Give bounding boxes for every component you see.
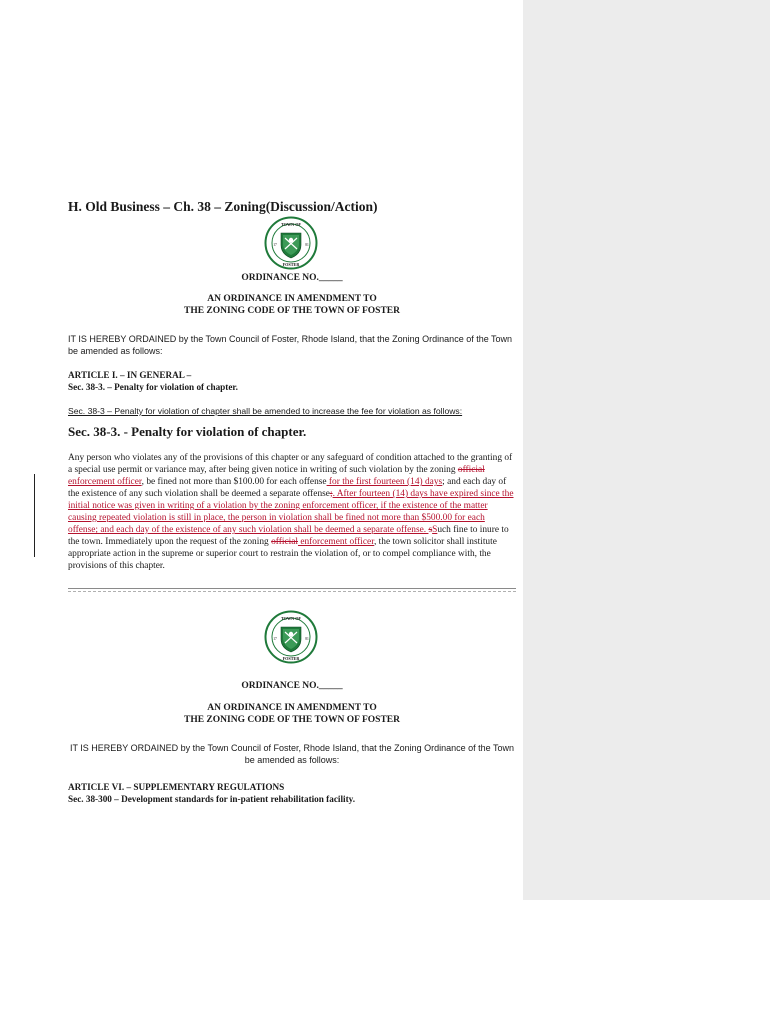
section-heading: Sec. 38-300 – Development standards for in-patient rehabilitation facility.	[68, 794, 356, 804]
para-text-5: , the town solicitor shall institute appropriate action in the supreme or superior court to restrain the violation of, or to compel compliance with, the provisions of this chapter.	[68, 537, 497, 571]
deleted-text: s	[428, 525, 433, 535]
inserted-text: enforcement officer	[297, 537, 374, 547]
seal-top-text: TOWN OF	[280, 616, 302, 621]
section-divider	[68, 588, 516, 589]
section-divider-dashed	[68, 591, 516, 592]
change-bar	[34, 474, 35, 557]
agenda-heading: H. Old Business – Ch. 38 – Zoning(Discussion/Action)	[68, 199, 378, 214]
para-text-1: Any person who violates any of the provisions of this chapter or any safeguard of condition attached to the granting of a special use permit or variance may, after being given notice in writing of such violation by the zoning	[68, 453, 513, 475]
seal-bottom-text: FOSTER	[282, 262, 300, 267]
ordinance-number: ORDINANCE NO._____	[241, 681, 343, 691]
penalty-paragraph	[68, 452, 516, 572]
para-text-3: ; and each day of the existence of any such violation shall be deemed a separate offense	[68, 477, 507, 499]
para-text-4: uch fine to inure to the town. Immediately upon the request of the zoning	[68, 525, 509, 547]
para-text-2: , be fined not more than $100.00 for each offense	[141, 477, 327, 487]
article-heading: ARTICLE I. – IN GENERAL –	[68, 370, 192, 380]
seal-top-text: TOWN OF	[280, 222, 302, 227]
ordinance-title-line2: THE ZONING CODE OF THE TOWN OF FOSTER	[184, 306, 400, 316]
comment-margin-panel	[523, 0, 770, 900]
inserted-text: S	[432, 525, 438, 535]
article-heading: ARTICLE VI. – SUPPLEMENTARY REGULATIONS	[68, 782, 285, 792]
seal-bottom-text: FOSTER	[282, 656, 300, 661]
seal-left-num: 17	[273, 637, 277, 641]
inserted-text: . After fourteen (14) days have expired since the initial notice was given in writing of a violation by the zoning enforcement officer, if the existence of the matter causing repeated violation is still in place, the person in violation shall be fined not more than $500.00 for each offense; and each day of the existence of any such violation shall be deemed a separate offense.	[68, 489, 514, 535]
deleted-text: official	[271, 537, 298, 547]
ordinance-number: ORDINANCE NO._____	[241, 273, 343, 283]
deleted-text: ;	[329, 489, 333, 499]
town-seal-icon	[264, 216, 318, 270]
deleted-text: official	[457, 465, 485, 475]
ordinance-title-line1: AN ORDINANCE IN AMENDMENT TO	[207, 294, 377, 304]
amendment-note: Sec. 38-3 – Penalty for violation of chapter shall be amended to increase the fee for violation as follows:	[68, 406, 463, 416]
ordinance-title-line1: AN ORDINANCE IN AMENDMENT TO	[207, 703, 377, 713]
ordinance-title-line2: THE ZONING CODE OF THE TOWN OF FOSTER	[184, 715, 400, 725]
seal-right-num: 81	[305, 243, 309, 247]
inserted-text: for the first fourteen (14) days	[326, 477, 443, 487]
section-heading: Sec. 38-3. – Penalty for violation of chapter.	[68, 382, 238, 392]
ordained-clause: IT IS HEREBY ORDAINED by the Town Council of Foster, Rhode Island, that the Zoning Ordinance of the Town be amended as follows:	[68, 334, 513, 356]
seal-left-num: 17	[273, 243, 277, 247]
inserted-text: enforcement officer	[68, 477, 142, 487]
ordained-clause: IT IS HEREBY ORDAINED by the Town Council of Foster, Rhode Island, that the Zoning Ordinance of the Town be amended as follows:	[69, 743, 515, 765]
town-seal-icon	[264, 610, 318, 664]
seal-right-num: 81	[305, 637, 309, 641]
section-title: Sec. 38-3. - Penalty for violation of chapter.	[68, 424, 307, 439]
